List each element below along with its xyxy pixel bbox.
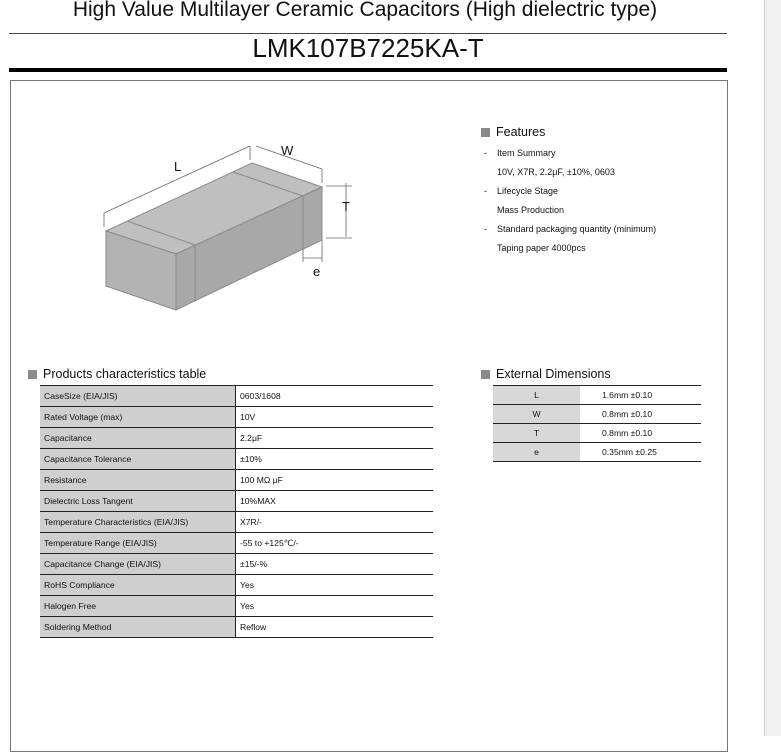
- dash-bullet-icon: -: [484, 224, 487, 234]
- table-row: [40, 491, 433, 512]
- row-label: Soldering Method: [40, 617, 236, 638]
- row-label: Resistance: [40, 470, 236, 491]
- table-row: [40, 428, 433, 449]
- page-title: High Value Multilayer Ceramic Capacitors (High dielectric type): [72, 0, 658, 21]
- row-label: Dielectric Loss Tangent: [40, 491, 236, 512]
- row-value: ±15/-%: [236, 554, 434, 575]
- table-row: [493, 424, 701, 443]
- row-label: RoHS Compliance: [40, 575, 236, 596]
- external-dimensions-heading: [481, 366, 611, 382]
- feature-label: Standard packaging quantity (minimum): [497, 224, 657, 234]
- row-label: CaseSize (EIA/JIS): [40, 386, 236, 407]
- dimension-label-L: L: [174, 159, 182, 174]
- row-value: -55 to +125℃/-: [236, 533, 434, 554]
- dimension-value: 0.8mm ±0.10: [580, 424, 701, 443]
- part-number-heading: LMK107B7225KA-T: [252, 33, 484, 63]
- row-label: Rated Voltage (max): [40, 407, 236, 428]
- row-label: Halogen Free: [40, 596, 236, 617]
- dimension-value: 0.8mm ±0.10: [580, 405, 701, 424]
- row-value: ±10%: [236, 449, 434, 470]
- table-row: [40, 554, 433, 575]
- vertical-scrollbar[interactable]: [764, 0, 781, 736]
- square-bullet-icon: [481, 128, 490, 137]
- row-value: Yes: [236, 596, 434, 617]
- table-row: [40, 512, 433, 533]
- feature-label: Lifecycle Stage: [497, 186, 559, 196]
- row-label: Temperature Characteristics (EIA/JIS): [40, 512, 236, 533]
- external-dimensions-table: [493, 385, 701, 462]
- table-row: [40, 617, 433, 638]
- features-section: [481, 124, 721, 258]
- row-label: Temperature Range (EIA/JIS): [40, 533, 236, 554]
- table-row: [40, 533, 433, 554]
- feature-value: Taping paper 4000pcs: [497, 243, 586, 253]
- dimension-value: 0.35mm ±0.25: [580, 443, 701, 462]
- divider-thick: [9, 68, 727, 72]
- row-value: 2.2μF: [236, 428, 434, 449]
- table-row: [40, 575, 433, 596]
- feature-label: Item Summary: [497, 148, 556, 158]
- dash-bullet-icon: -: [484, 186, 487, 196]
- features-heading-text: Features: [496, 125, 546, 139]
- feature-value: Mass Production: [497, 205, 565, 215]
- dimension-value: 1.6mm ±0.10: [580, 386, 701, 405]
- table-row: [40, 407, 433, 428]
- feature-item: [481, 182, 721, 201]
- table-row: [493, 405, 701, 424]
- dimension-label-T: T: [342, 199, 350, 214]
- table-row: [40, 596, 433, 617]
- external-dimensions-heading-text: External Dimensions: [496, 367, 611, 381]
- table-row: [40, 386, 433, 407]
- row-value: X7R/-: [236, 512, 434, 533]
- dash-bullet-icon: -: [484, 148, 487, 158]
- square-bullet-icon: [28, 370, 37, 379]
- square-bullet-icon: [481, 370, 490, 379]
- dimension-label: L: [493, 386, 580, 405]
- row-value: Yes: [236, 575, 434, 596]
- table-row: [40, 470, 433, 491]
- row-label: Capacitance Tolerance: [40, 449, 236, 470]
- dimension-label: W: [493, 405, 580, 424]
- dimension-label-e: e: [313, 264, 321, 279]
- feature-value: 10V, X7R, 2.2μF, ±10%, 0603: [497, 167, 615, 177]
- row-value: 100 MΩ μF: [236, 470, 434, 491]
- dimension-label: T: [493, 424, 580, 443]
- dimension-label-W: W: [281, 143, 294, 158]
- feature-item: [481, 144, 721, 163]
- row-value: 10V: [236, 407, 434, 428]
- products-table-heading-text: Products characteristics table: [43, 367, 207, 381]
- dimension-label: e: [493, 443, 580, 462]
- row-value: 0603/1608: [236, 386, 434, 407]
- table-row: [493, 443, 701, 462]
- products-table-heading: [28, 366, 206, 382]
- table-row: [493, 386, 701, 405]
- table-row: [40, 449, 433, 470]
- feature-item: [481, 220, 721, 239]
- capacitor-chip-diagram: [96, 138, 366, 318]
- row-value: Reflow: [236, 617, 434, 638]
- products-characteristics-table: [40, 385, 433, 638]
- row-label: Capacitance: [40, 428, 236, 449]
- row-value: 10%MAX: [236, 491, 434, 512]
- row-label: Capacitance Change (EIA/JIS): [40, 554, 236, 575]
- features-heading: [481, 124, 721, 140]
- features-list: [481, 144, 721, 258]
